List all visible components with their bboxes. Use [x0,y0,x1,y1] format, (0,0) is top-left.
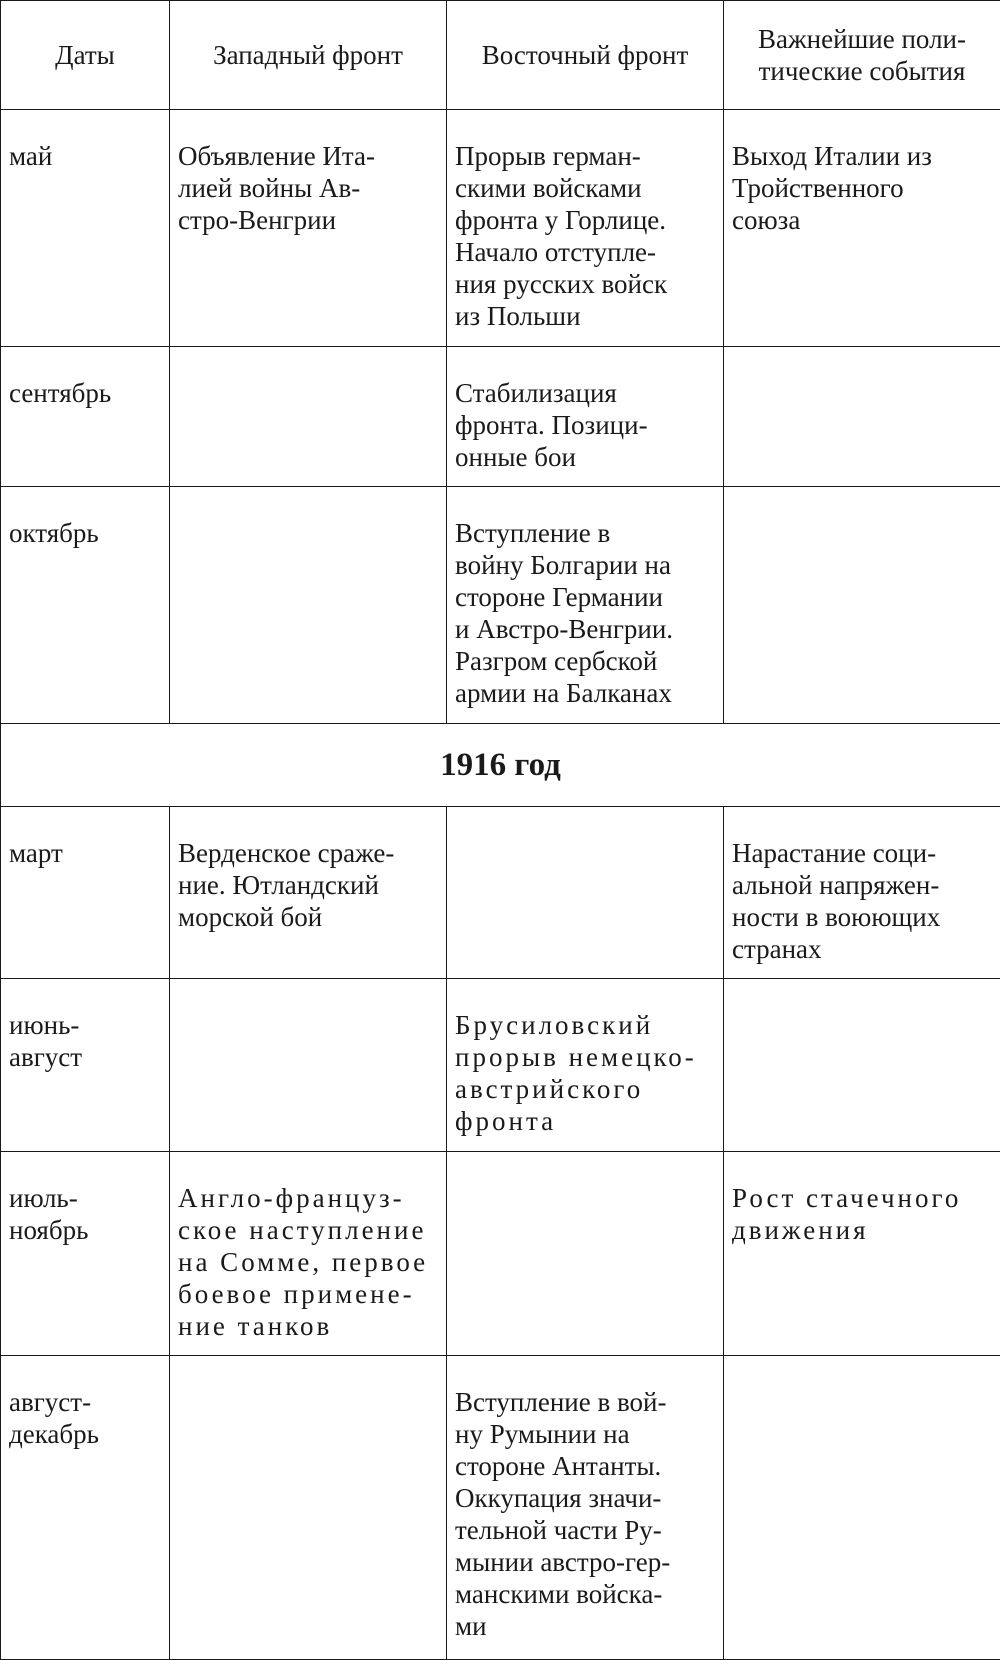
table-row [1,807,1000,979]
western-cell [170,487,447,724]
table-header-row [1,1,1000,110]
western-cell [170,979,447,1152]
political-cell: Нарастание соци- альной напряжен- ности в воюющих странах [724,807,1000,979]
date-cell: май [1,110,170,347]
eastern-cell: Вступление в вой- ну Румынии на стороне Антанты. Оккупация значи- тельной части Ру- мынии австро-гер- манскими войска- ми [447,1356,724,1660]
eastern-cell: Брусиловский прорыв немецко- австрийского фронта [447,979,724,1152]
table-row [1,979,1000,1152]
date-cell: март [1,807,170,979]
header-dates: Даты [1,1,170,110]
table-row [1,110,1000,347]
date-cell: сентябрь [1,347,170,487]
header-political-events: Важнейшие поли- тические события [724,1,1000,110]
date-cell: июль- ноябрь [1,1152,170,1356]
date-cell: август- декабрь [1,1356,170,1660]
header-western-front: Западный фронт [170,1,447,110]
date-cell: июнь- август [1,979,170,1152]
eastern-cell [447,807,724,979]
date-cell: октябрь [1,487,170,724]
year-heading-row [1,724,1000,807]
western-cell [170,347,447,487]
western-cell [170,1356,447,1660]
political-cell: Выход Италии из Тройственного союза [724,110,1000,347]
eastern-cell: Вступление в войну Болгарии на стороне Германии и Австро-Венгрии. Разгром сербской армии на Балканах [447,487,724,724]
western-cell: Англо-француз- ское наступление на Сомме, первое боевое примене- ние танков [170,1152,447,1356]
political-cell: Рост стачечного движения [724,1152,1000,1356]
political-cell [724,979,1000,1152]
table-row [1,347,1000,487]
eastern-cell: Прорыв герман- скими войсками фронта у Горлице. Начало отступле- ния русских войск из Польши [447,110,724,347]
political-cell [724,487,1000,724]
eastern-cell: Стабилизация фронта. Позици- онные бои [447,347,724,487]
western-cell: Верденское сраже- ние. Ютландский морской бой [170,807,447,979]
political-cell [724,347,1000,487]
header-eastern-front: Восточный фронт [447,1,724,110]
table-row [1,1152,1000,1356]
year-heading: 1916 год [1,724,1000,807]
political-cell [724,1356,1000,1660]
table-row [1,1356,1000,1660]
table-row [1,487,1000,724]
western-cell: Объявление Ита- лией войны Ав- стро-Венгрии [170,110,447,347]
eastern-cell [447,1152,724,1356]
